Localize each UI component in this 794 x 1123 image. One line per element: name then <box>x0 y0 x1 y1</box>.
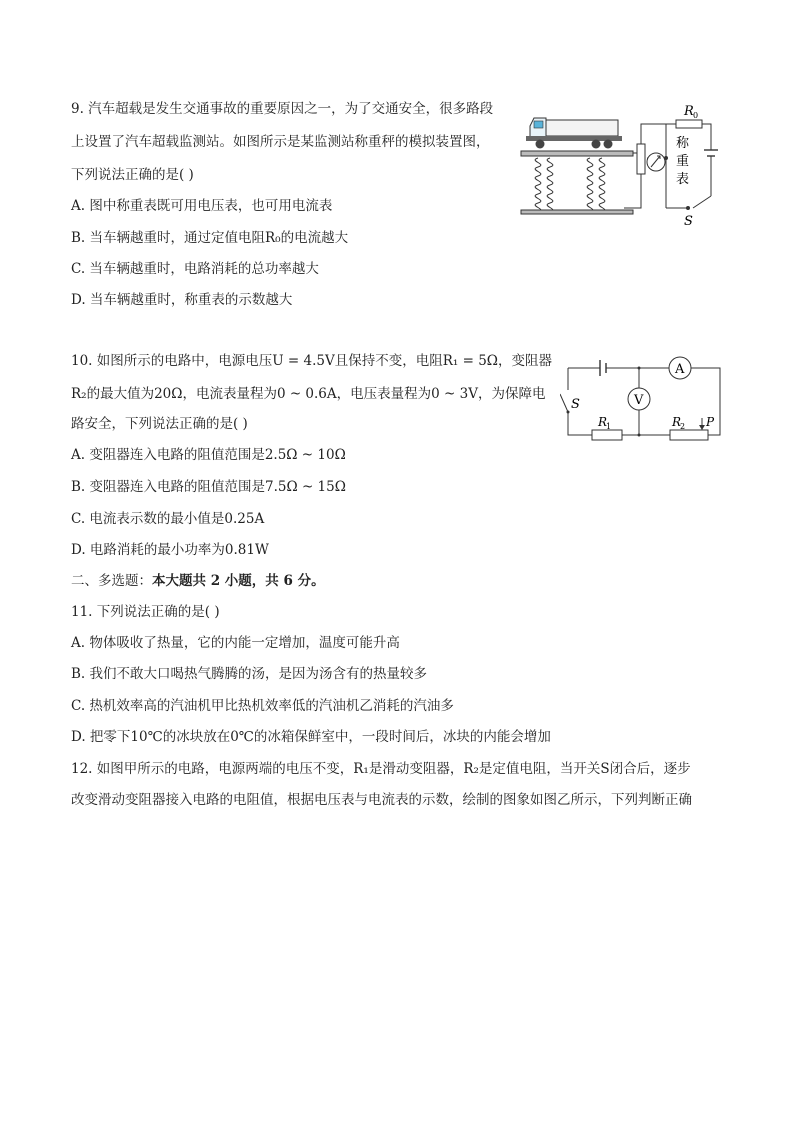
q12-stem-line-1: 12. 如图甲所示的电路，电源两端的电压不变，R₁是滑动变阻器，R₂是定值电阻，当开关S闭合后，逐步 <box>71 761 691 777</box>
section-2-heading <box>71 572 325 590</box>
q10-option-a: A. 变阻器连入电路的阻值范围是2.5Ω ~ 10Ω <box>71 447 346 463</box>
q10-option-b: B. 变阻器连入电路的阻值范围是7.5Ω ~ 15Ω <box>71 479 346 495</box>
q12-stem-line-2: 改变滑动变阻器接入电路的电阻值，根据电压表与电流表的示数，绘制的图象如图乙所示，下列判断正确 <box>71 792 692 808</box>
q10-option-d: D. 电路消耗的最小功率为0.81W <box>71 542 269 558</box>
truck-icon <box>526 118 622 149</box>
q9-r0-subscript: 0 <box>693 111 699 120</box>
q10-stem-line-1: 10. 如图所示的电路中，电源电压U = 4.5V且保持不变，电阻R₁ = 5Ω，变阻器 <box>71 353 553 369</box>
q11-stem: 11. 下列说法正确的是( ) <box>71 604 220 620</box>
q9-meter-label-2: 重 <box>676 154 690 169</box>
q9-stem-line-3: 下列说法正确的是( ) <box>71 167 194 183</box>
q10-slider-label: P <box>706 415 715 429</box>
q9-meter-label-1: 称 <box>676 136 690 151</box>
q11-option-d: D. 把零下10℃的冰块放在0℃的冰箱保鲜室中，一段时间后，冰块的内能会增加 <box>71 729 551 745</box>
q11-option-c: C. 热机效率高的汽油机甲比热机效率低的汽油机乙消耗的汽油多 <box>71 698 454 714</box>
q9-option-a: A. 图中称重表既可用电压表，也可用电流表 <box>71 198 333 214</box>
q11-option-a: A. 物体吸收了热量，它的内能一定增加，温度可能升高 <box>71 635 400 651</box>
q9-switch-label: S <box>684 214 693 229</box>
q10-switch-label: S <box>571 397 580 412</box>
q10-r2-label: R <box>672 415 682 429</box>
q10-circuit-figure <box>560 350 730 450</box>
q11-option-b: B. 我们不敢大口喝热气腾腾的汤，是因为汤含有的热量较多 <box>71 666 428 682</box>
section-2-prefix: 二、多选题： <box>71 573 152 589</box>
section-2-details: 本大题共 2 小题，共 6 分。 <box>152 573 325 589</box>
q9-option-d: D. 当车辆越重时，称重表的示数越大 <box>71 292 293 308</box>
q10-stem-line-3: 路安全，下列说法正确的是( ) <box>71 416 248 432</box>
q9-stem-line-2: 上设置了汽车超载监测站。如图所示是某监测站称重秤的模拟装置图， <box>71 134 490 150</box>
q9-scale-circuit-figure <box>516 100 726 230</box>
q9-option-b: B. 当车辆越重时，通过定值电阻R₀的电流越大 <box>71 230 349 246</box>
q9-r0-label: R <box>684 104 694 119</box>
q10-ammeter-label: A <box>675 362 685 377</box>
q10-r2-subscript: 2 <box>680 422 686 431</box>
q10-voltmeter-label: V <box>634 393 644 408</box>
q10-option-c: C. 电流表示数的最小值是0.25A <box>71 511 265 527</box>
q10-r1-label: R <box>598 415 608 429</box>
q9-meter-label-3: 表 <box>676 172 690 187</box>
q10-stem-line-2: R₂的最大值为20Ω，电流表量程为0 ~ 0.6A，电压表量程为0 ~ 3V，为保障电 <box>71 386 546 402</box>
spring-icon <box>535 158 605 212</box>
q9-option-c: C. 当车辆越重时，电路消耗的总功率越大 <box>71 261 319 277</box>
q9-stem-line-1: 9. 汽车超载是发生交通事故的重要原因之一，为了交通安全，很多路段 <box>71 101 494 117</box>
q10-r1-subscript: 1 <box>606 422 612 431</box>
